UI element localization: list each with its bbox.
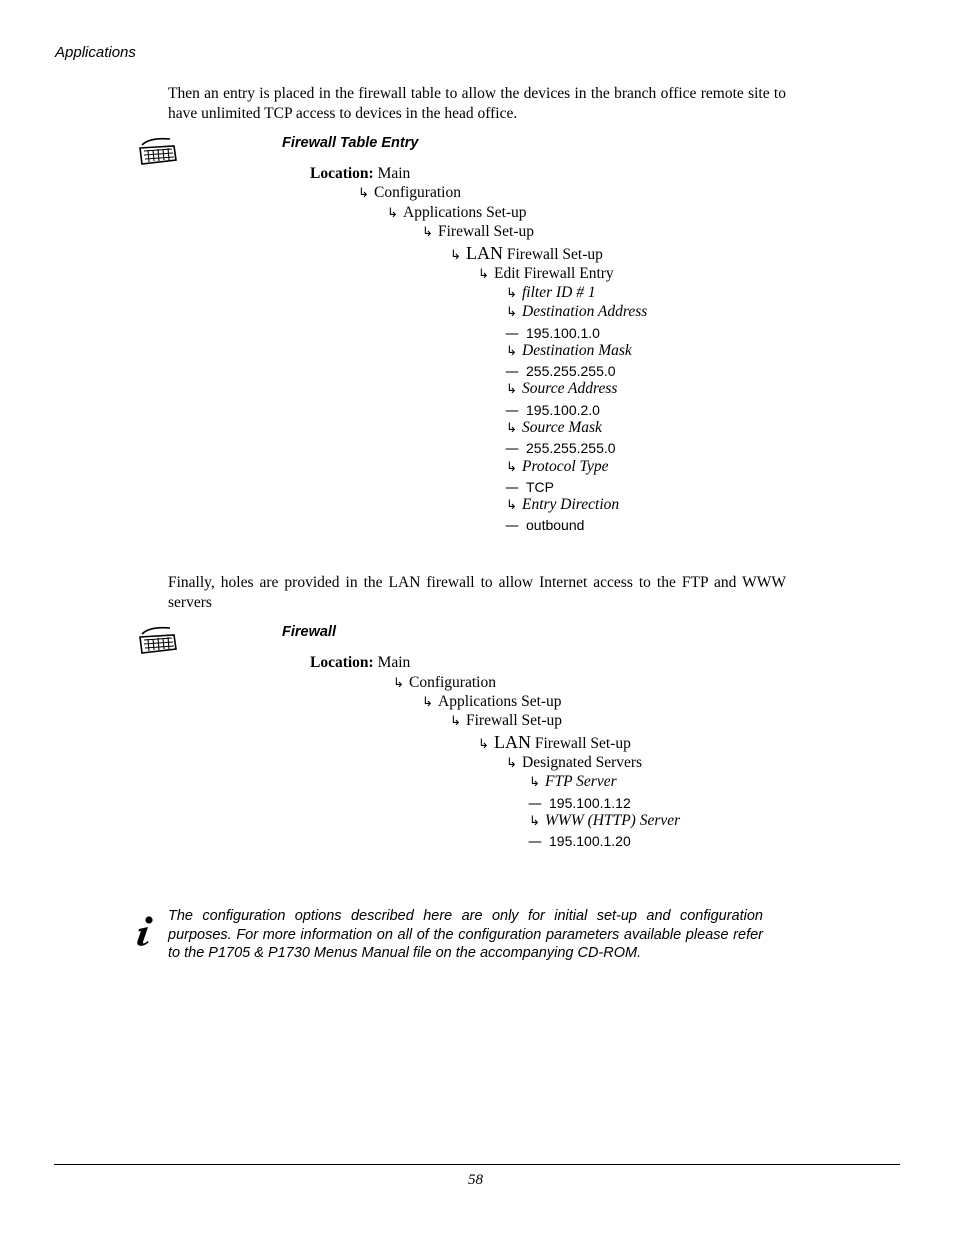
param-value: — 255.255.255.0 (505, 440, 616, 457)
path-step-firewall-setup: ↳ Firewall Set-up (422, 223, 534, 240)
location-value: Main (377, 165, 411, 182)
param-value: — 195.100.1.0 (505, 325, 600, 342)
param-protocol-type: ↳ Protocol Type (506, 458, 609, 475)
second-paragraph: Finally, holes are provided in the LAN firewall to allow Internet access to the FTP and WWW servers (168, 574, 786, 611)
param-source-address: ↳ Source Address (506, 380, 618, 397)
info-icon (133, 914, 157, 948)
path-step-edit-firewall-entry: ↳ Edit Firewall Entry (478, 265, 614, 282)
section-title-firewall-table-entry: Firewall Table Entry (282, 135, 419, 151)
menu-arrow-icon: ↳ (478, 267, 489, 282)
menu-arrow-icon: ↳ (506, 421, 517, 436)
path-step-configuration: ↳ Configuration (358, 184, 461, 201)
param-destination-address: ↳ Destination Address (506, 303, 648, 320)
path-step-applications-setup: ↳ Applications Set-up (422, 693, 562, 710)
path-step-lan-firewall-setup: ↳ LAN Firewall Set-up (450, 243, 603, 263)
location-line (310, 654, 410, 672)
location-label: Location: (310, 165, 374, 182)
param-value: — 195.100.1.12 (528, 795, 631, 812)
page-number: 58 (468, 1172, 483, 1188)
section-title-firewall: Firewall (282, 624, 336, 640)
menu-arrow-icon: ↳ (422, 695, 433, 710)
param-filter-id: ↳ filter ID # 1 (506, 284, 596, 301)
menu-arrow-icon: ↳ (506, 756, 517, 771)
menu-arrow-icon: ↳ (450, 714, 461, 729)
menu-arrow-icon: ↳ (506, 498, 517, 513)
menu-arrow-icon: ↳ (506, 344, 517, 359)
path-step-applications-setup: ↳ Applications Set-up (387, 204, 527, 221)
path-step-firewall-setup: ↳ Firewall Set-up (450, 712, 562, 729)
param-ftp-server: ↳ FTP Server (529, 773, 617, 790)
menu-arrow-icon: ↳ (450, 248, 461, 263)
param-value: — outbound (505, 517, 585, 534)
param-value: — TCP (505, 479, 554, 496)
menu-arrow-icon: ↳ (529, 775, 540, 790)
path-step-designated-servers: ↳ Designated Servers (506, 754, 643, 771)
path-step-configuration: ↳ Configuration (393, 674, 496, 691)
param-source-mask: ↳ Source Mask (506, 419, 602, 436)
location-line (310, 165, 410, 183)
param-value: — 195.100.1.20 (528, 833, 631, 850)
menu-arrow-icon: ↳ (358, 186, 369, 201)
param-value: — 195.100.2.0 (505, 402, 600, 419)
menu-arrow-icon: ↳ (529, 814, 540, 829)
path-step-lan-firewall-setup: ↳ LAN Firewall Set-up (478, 732, 631, 752)
location-value: Main (377, 654, 411, 671)
footer-divider (54, 1164, 900, 1165)
param-destination-mask: ↳ Destination Mask (506, 342, 632, 359)
menu-arrow-icon: ↳ (478, 737, 489, 752)
menu-arrow-icon: ↳ (506, 305, 517, 320)
info-note: The configuration options described here are only for initial set-up and configuration purposes. For more information on all of the configuration parameters available please refer to the P1705 & P1730 Menus Manual file on the accompanying CD-ROM. (168, 908, 763, 961)
menu-arrow-icon: ↳ (422, 225, 433, 240)
location-label: Location: (310, 654, 374, 671)
menu-arrow-icon: ↳ (393, 676, 404, 691)
param-value: — 255.255.255.0 (505, 363, 616, 380)
menu-arrow-icon: ↳ (387, 206, 398, 221)
keyboard-icon (136, 136, 178, 168)
menu-arrow-icon: ↳ (506, 286, 517, 301)
menu-arrow-icon: ↳ (506, 382, 517, 397)
menu-arrow-icon: ↳ (506, 460, 517, 475)
keyboard-icon (136, 625, 178, 657)
param-www-server: ↳ WWW (HTTP) Server (529, 812, 681, 829)
param-entry-direction: ↳ Entry Direction (506, 496, 620, 513)
intro-paragraph: Then an entry is placed in the firewall table to allow the devices in the branch office remote site to have unlimited TCP access to devices in the head office. (168, 85, 786, 122)
running-header: Applications (55, 44, 136, 61)
